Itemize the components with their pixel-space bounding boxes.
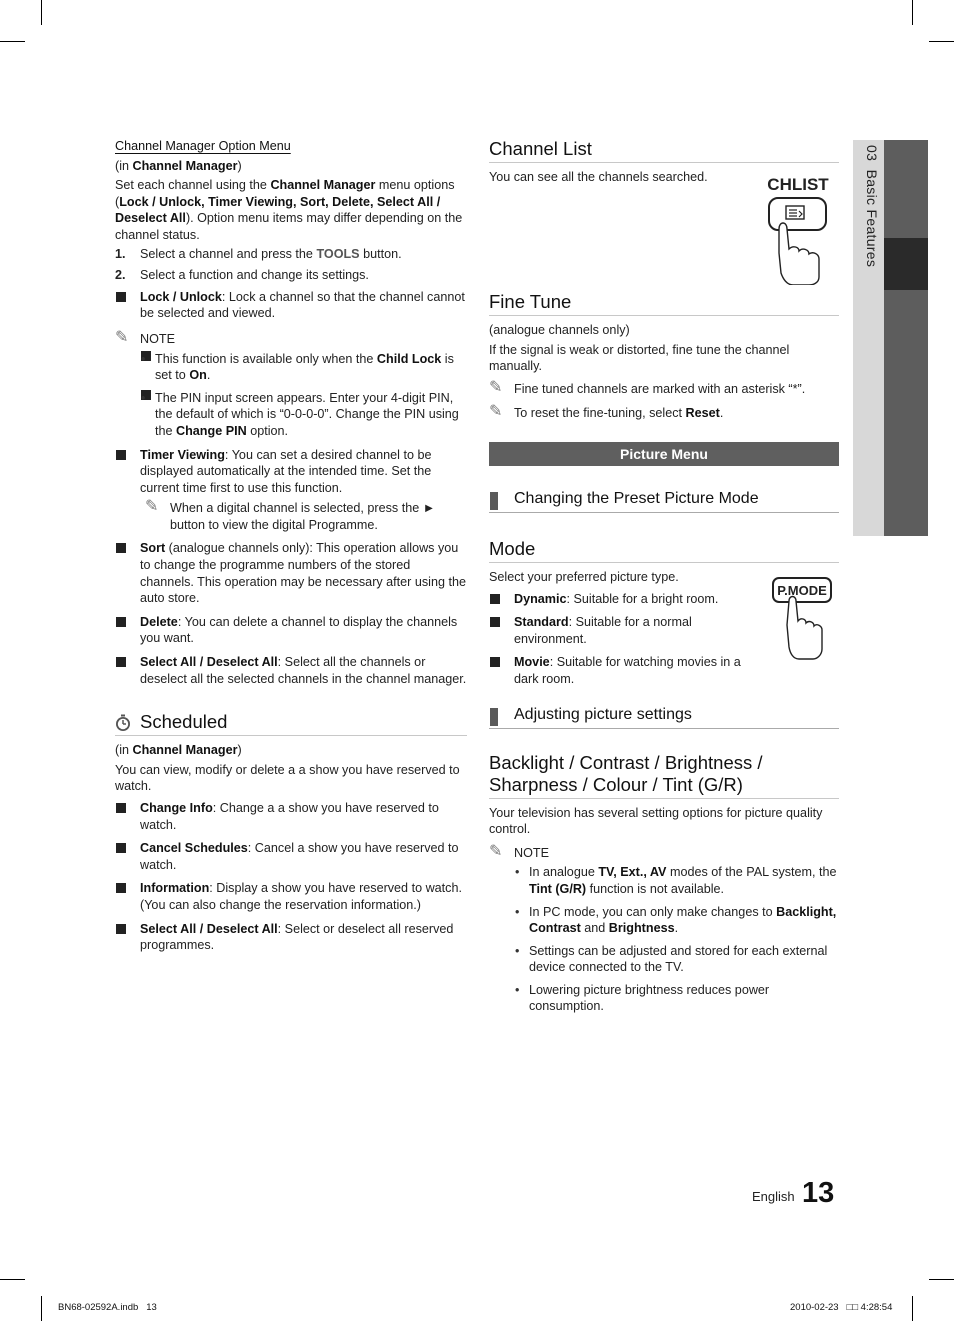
option-list: [115, 289, 467, 687]
option-delete: Delete: You can delete a channel to display the channels you want.: [115, 614, 467, 647]
footer-language: English: [752, 1189, 795, 1204]
note-bullet: • Lowering picture brightness reduces power consumption.: [529, 982, 839, 1015]
pmode-button-icon: [771, 575, 835, 666]
adjusting-picture-title: Adjusting picture settings: [489, 705, 839, 729]
backlight-title: Backlight / Contrast / Brightness / Sharpness / Colour / Tint (G/R): [489, 752, 839, 799]
mode-item: Dynamic: Suitable for a bright room.: [489, 591, 751, 608]
mode-title: Mode: [489, 538, 839, 563]
fine-tune-text: If the signal is weak or distorted, fine tune the channel manually.: [489, 342, 790, 374]
note-bullet: • The PIN input screen appears. Enter your 4-digit PIN, the default of which is “0-0-0-0”. Change the PIN using the Change PIN option.: [155, 390, 467, 440]
option-select-all: Select All / Deselect All: Select all the channels or deselect all the selected channels in the channel manager.: [115, 654, 467, 687]
side-tab-band: [884, 140, 928, 536]
chlist-label: CHLIST: [767, 175, 829, 194]
right-column: [489, 138, 839, 1021]
preset-picture-mode-title: Changing the Preset Picture Mode: [489, 489, 839, 513]
channel-list-title: Channel List: [489, 138, 839, 163]
side-tab-label: 03 Basic Features: [864, 145, 880, 268]
note-heading: ✎ NOTE: [115, 328, 175, 346]
scheduled-item: Change Info: Change a a show you have reserved to watch.: [115, 800, 467, 833]
timer-note: ✎ When a digital channel is selected, press the ► button to view the digital Programme.: [145, 498, 436, 532]
note-bullet: • In analogue TV, Ext., AV modes of the PAL system, the Tint (G/R) function is not available.: [529, 864, 839, 897]
clock-icon: [115, 714, 131, 730]
pencil-icon: ✎: [489, 403, 503, 421]
picture-menu-band: Picture Menu: [489, 442, 839, 466]
pencil-icon: ✎: [115, 328, 129, 346]
footer-file: BN68-02592A.indb 13: [58, 1302, 157, 1313]
note-bullets: [115, 351, 467, 440]
mode-list: [489, 591, 751, 688]
fine-tune-title: Fine Tune: [489, 291, 839, 316]
pencil-icon: ✎: [145, 498, 159, 516]
note-bullet: • In PC mode, you can only make changes to Backlight, Contrast and Brightness.: [529, 904, 839, 937]
mode-text: Select your preferred picture type.: [489, 569, 679, 584]
fine-tune-reset-note: ✎ To reset the fine-tuning, select Reset.: [489, 403, 724, 421]
note-bullet: • Settings can be adjusted and stored for each external device connected to the TV.: [529, 943, 839, 976]
channel-list-text: You can see all the channels searched.: [489, 170, 708, 184]
left-column: [115, 138, 467, 961]
note-bullet: • This function is available only when the Child Lock is set to On.: [155, 351, 467, 384]
fine-tune-note: (analogue channels only): [489, 323, 630, 337]
page-number: 13: [802, 1177, 835, 1209]
option-timer-viewing: Timer Viewing: You can set a desired channel to be displayed automatically at the intended time. Set the current time first to use this function. ✎ When a digital channel is selected, press the ► button to view the digital Programme.: [115, 447, 467, 534]
mode-item: Standard: Suitable for a normal environment.: [489, 614, 751, 647]
option-lock-unlock: Lock / Unlock: Lock a channel so that the channel cannot be selected and viewed. ✎ NOTE • This function is available only when the Child Lock is set to On. • The PIN input screen appears. Enter your 4-digit PIN, the default of which is “0-0-0-0”. Change the PIN using the Change PIN option.: [115, 289, 467, 440]
mode-item: Movie: Suitable for watching movies in a dark room.: [489, 654, 751, 687]
pencil-icon: ✎: [489, 842, 503, 860]
pmode-label: P.MODE: [777, 582, 827, 598]
footer-timestamp: 2010-02-23 □□ 4:28:54: [790, 1302, 893, 1313]
pencil-icon: ✎: [489, 378, 503, 396]
step-item: 1. Select a channel and press the TOOLS button.: [115, 246, 402, 261]
backlight-note-bullets: [489, 864, 839, 1015]
side-tab-marker: [884, 238, 928, 290]
note-heading: ✎ NOTE: [489, 842, 549, 860]
fine-tune-asterisk-note: ✎ Fine tuned channels are marked with an asterisk “*”.: [489, 378, 806, 396]
option-steps: [115, 246, 467, 284]
scheduled-item: Select All / Deselect All: Select or deselect all reserved programmes.: [115, 921, 467, 954]
step-item: 2. Select a function and change its settings.: [115, 268, 369, 283]
scheduled-title: Scheduled: [115, 711, 467, 736]
option-menu-title: Channel Manager Option Menu: [115, 139, 291, 153]
option-menu-context: (in Channel Manager): [115, 158, 242, 173]
scheduled-intro: You can view, modify or delete a a show you have reserved to watch.: [115, 762, 460, 794]
option-sort: Sort (analogue channels only): This operation allows you to change the programme numbers of the stored channels. This operation may be necessary after using the auto store.: [115, 540, 467, 606]
backlight-text: Your television has several setting options for picture quality control.: [489, 805, 823, 837]
scheduled-list: [115, 800, 467, 954]
scheduled-item: Information: Display a show you have reserved to watch. (You can also change the reservation information.): [115, 880, 467, 913]
chlist-button-icon: [765, 173, 831, 290]
scheduled-context: (in Channel Manager): [115, 743, 242, 758]
option-menu-intro: Set each channel using the Channel Manager menu options (Lock / Unlock, Timer Viewing, Sort, Delete, Select All / Deselect All). Option menu items may differ depending on the channel status.: [115, 178, 463, 242]
scheduled-item: Cancel Schedules: Cancel a show you have reserved to watch.: [115, 840, 467, 873]
